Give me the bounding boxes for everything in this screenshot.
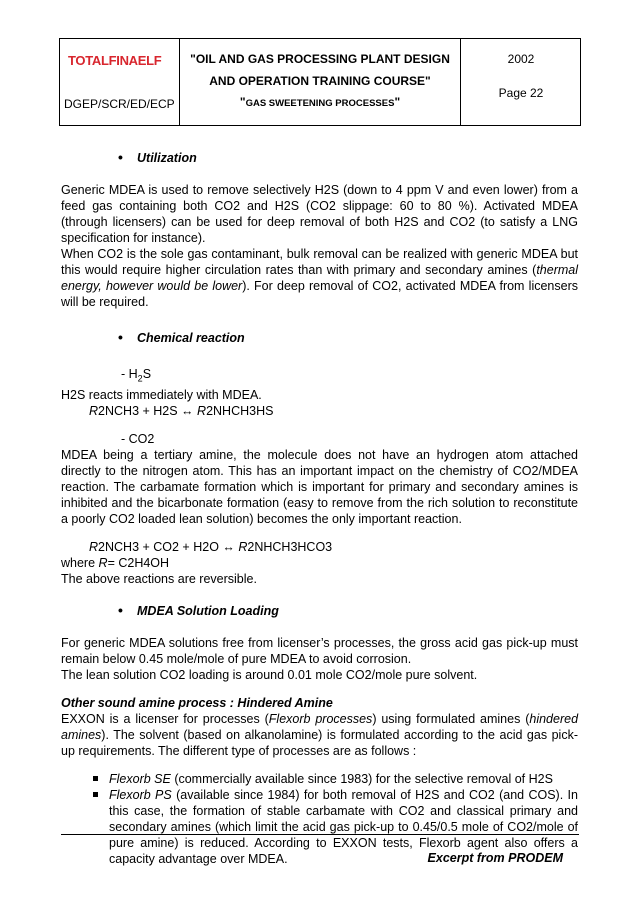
paragraph: Generic MDEA is used to remove selectively H2S (down to 4 ppm V and even lower) from a feed gas containing both CO2 and H2S (CO2 slippage: 60 to 80 %). Activated MDEA (through licensers) can be used for deep removal of both H2S and CO2 (to satisfy a LNG specification for instance). xyxy=(61,183,578,245)
department-code: DGEP/SCR/ED/ECP xyxy=(64,97,175,111)
page-header-table xyxy=(59,38,581,126)
bullet-icon: • xyxy=(118,329,123,345)
course-title-line1: "OIL AND GAS PROCESSING PLANT DESIGN xyxy=(190,52,450,66)
equation-co2: R2NCH3 + CO2 + H2O ↔ R2NHCH3HCO3 xyxy=(89,539,333,554)
header-right-cell xyxy=(460,39,581,125)
paragraph: For generic MDEA solutions free from licenser’s processes, the gross acid gas pick-up must remain below 0.45 mole/mole of pure MDEA to avoid corrosion. xyxy=(61,635,578,666)
square-bullet-icon xyxy=(93,792,98,797)
year: 2002 xyxy=(507,52,535,66)
equation-h2s: R2NCH3 + H2S ↔ R2NHCH3HS xyxy=(89,403,274,418)
paragraph: where R= C2H4OH xyxy=(61,555,170,570)
section-heading-utilization: • Utilization xyxy=(118,149,197,165)
footer-divider xyxy=(61,834,579,835)
co2-subheading: - CO2 xyxy=(121,431,155,446)
section-heading-chemical-reaction: • Chemical reaction xyxy=(118,329,245,345)
bullet-icon: • xyxy=(118,601,123,618)
section-heading-mdea-loading: • MDEA Solution Loading xyxy=(118,601,279,618)
square-bullet-icon xyxy=(93,776,98,781)
document-body xyxy=(61,150,578,867)
section-title: "GAS SWEETENING PROCESSES" xyxy=(239,95,401,109)
paragraph: The above reactions are reversible. xyxy=(61,571,257,586)
header-left-cell xyxy=(60,39,180,125)
header-title-cell xyxy=(180,39,460,125)
paragraph: H2S reacts immediately with MDEA. xyxy=(61,387,262,402)
footer-source: Excerpt from PRODEM xyxy=(427,851,563,865)
list-item: Flexorb SE (commercially available since 1983) for the selective removal of H2S xyxy=(61,771,578,787)
paragraph: MDEA being a tertiary amine, the molecule does not have an hydrogen atom attached directly to the nitrogen atom. This has an important impact on the chemistry of CO2/MDEA reaction. The carbamate formation which is important for primary and secondary amines is inhibited and the bicarbonate formation (easy to remove from the rich solution to reconstitute a poorly CO2 loaded lean solution) becomes the only important reaction. xyxy=(61,447,578,526)
paragraph: EXXON is a licenser for processes (Flexorb processes) using formulated amines (hindered amines). The solvent (based on alkanolamine) is formulated according to the acid gas pick-up requirements. The different type of processes are as follows : xyxy=(61,711,579,758)
h2s-subheading: - $H_2S$ xyxy=(121,367,152,384)
paragraph: The lean solution CO2 loading is around 0.01 mole CO2/mole pure solvent. xyxy=(61,667,478,682)
course-title-line2: AND OPERATION TRAINING COURSE" xyxy=(209,74,431,88)
page-number: Page 22 xyxy=(498,86,544,100)
bullet-icon: • xyxy=(118,149,123,165)
totalfinaelf-logo: TOTALFINAELF xyxy=(68,53,162,68)
list-item: Flexorb PS (available since 1984) for both removal of H2S and CO2 (and COS). In this case, the formation of stable carbamate with CO2 and classical primary and secondary amines (which limit the acid gas pick-up to 0.45/0.5 mole of CO2/mole of pure amine) is reduced. According to EXXON tests, Flexorb agent also offers a capacity advantage over MDEA. xyxy=(61,787,578,867)
section-heading-hindered-amine: Other sound amine process : Hindered Amine xyxy=(61,695,333,710)
paragraph: When CO2 is the sole gas contaminant, bulk removal can be realized with generic MDEA but this would require higher circulation rates than with primary and secondary amines (thermal energy, however would be lower). For deep removal of CO2, activated MDEA from licensers will be required. xyxy=(61,247,578,309)
